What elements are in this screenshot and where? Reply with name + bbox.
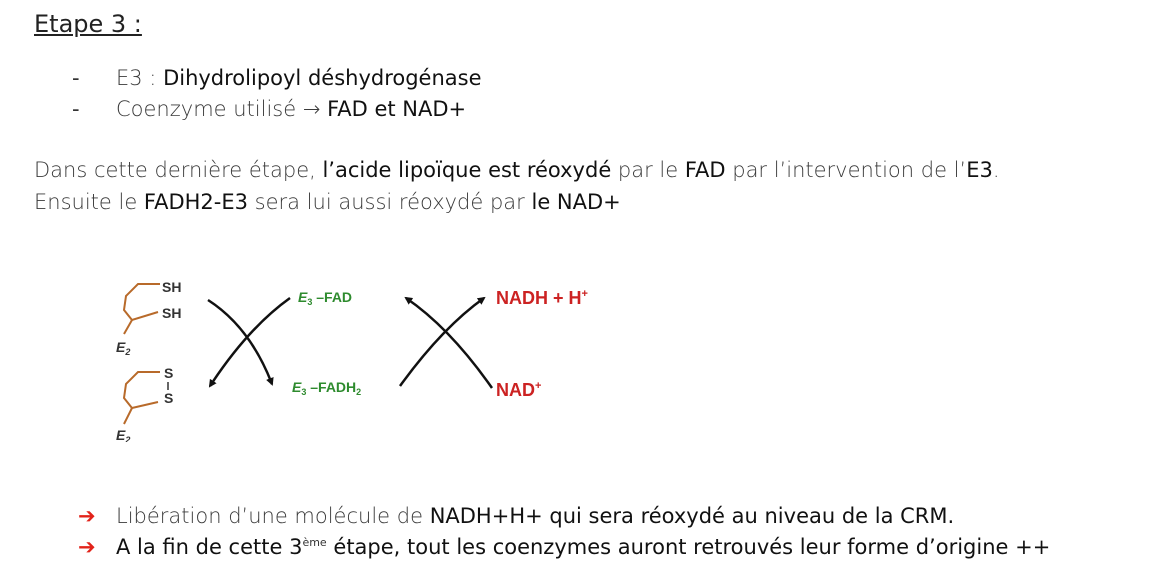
text: par l’intervention de l’	[725, 158, 967, 182]
bullet-enzyme	[72, 66, 482, 90]
arrow-right-icon: ➔	[78, 535, 96, 559]
text-strong: E3	[966, 158, 993, 182]
nadh-label	[496, 288, 588, 308]
e2-top-label	[116, 339, 130, 357]
conclusion-1	[78, 504, 954, 528]
arrow-curve	[208, 300, 272, 384]
paragraph-line-1	[34, 158, 1000, 182]
s-top-label: S	[164, 365, 174, 381]
superscript: ème	[302, 536, 327, 549]
e3-fadh2-label	[292, 379, 361, 397]
nad-label	[496, 380, 541, 400]
text-strong: NADH+H+ qui sera réoxydé au niveau de la CRM.	[429, 504, 955, 528]
text: sera lui aussi réoxydé par	[247, 190, 532, 214]
text-strong: A la fin de cette 3	[116, 535, 303, 559]
conclusion-2	[78, 535, 1050, 559]
bullet-coenzyme	[72, 97, 466, 121]
sh-bottom-label: SH	[162, 305, 182, 321]
e3-fadh2-sub: 3	[301, 387, 307, 397]
bullet-strong: FAD et NAD+	[327, 97, 467, 121]
e2-bottom-label	[116, 427, 130, 442]
arrow-curve	[406, 298, 492, 388]
e3-fadh2-sub2: 2	[356, 387, 362, 397]
reaction-diagram	[100, 262, 660, 442]
e2-top-text: E	[116, 339, 126, 355]
text: Libération d’une molécule de	[116, 504, 430, 528]
arrow-right-icon: ➔	[78, 504, 96, 528]
text: .	[992, 158, 1000, 182]
text-strong: le NAD+	[531, 190, 621, 214]
nad-sup: +	[535, 380, 542, 392]
arrow-curve	[400, 298, 484, 386]
e3-fadh2-e: E	[292, 379, 302, 395]
nadh-text: NADH + H	[496, 288, 582, 308]
page-title: Etape 3 :	[34, 10, 142, 38]
text: Ensuite le	[34, 190, 144, 214]
bullet-dash: -	[72, 97, 80, 121]
e3-fad-rest: –FAD	[312, 289, 353, 305]
e2-bottom-sub: 2	[125, 435, 131, 442]
bullet-strong: Dihydrolipoyl déshydrogénase	[163, 66, 482, 90]
s-bottom-label: S	[164, 390, 174, 406]
e2-bottom-text: E	[116, 427, 126, 442]
e3-fad-sub: 3	[307, 297, 313, 307]
text-strong: FAD	[684, 158, 726, 182]
text: Dans cette dernière étape,	[34, 158, 323, 182]
dihydrolipoamide-structure	[124, 284, 160, 334]
lipoamide-structure	[124, 372, 168, 424]
e3-fadh2-rest: –FADH	[306, 379, 357, 395]
text-strong: étape, tout les coenzymes auront retrouvés leur forme d’origine ++	[326, 535, 1051, 559]
nad-text: NAD	[496, 380, 535, 400]
bullet-dash: -	[72, 66, 80, 90]
text-strong: FADH2-E3	[143, 190, 248, 214]
e3-fad-e: E	[298, 289, 308, 305]
bullet-prefix: E3 :	[116, 66, 164, 90]
sh-top-label: SH	[162, 279, 182, 295]
text-strong: l’acide lipoïque est réoxydé	[322, 158, 612, 182]
e3-fad-label	[298, 289, 352, 307]
nadh-sup: +	[581, 288, 588, 300]
text: par le	[611, 158, 685, 182]
bullet-prefix: Coenzyme utilisé →	[116, 97, 328, 121]
paragraph-line-2	[34, 190, 621, 214]
e2-top-sub: 2	[125, 347, 131, 357]
